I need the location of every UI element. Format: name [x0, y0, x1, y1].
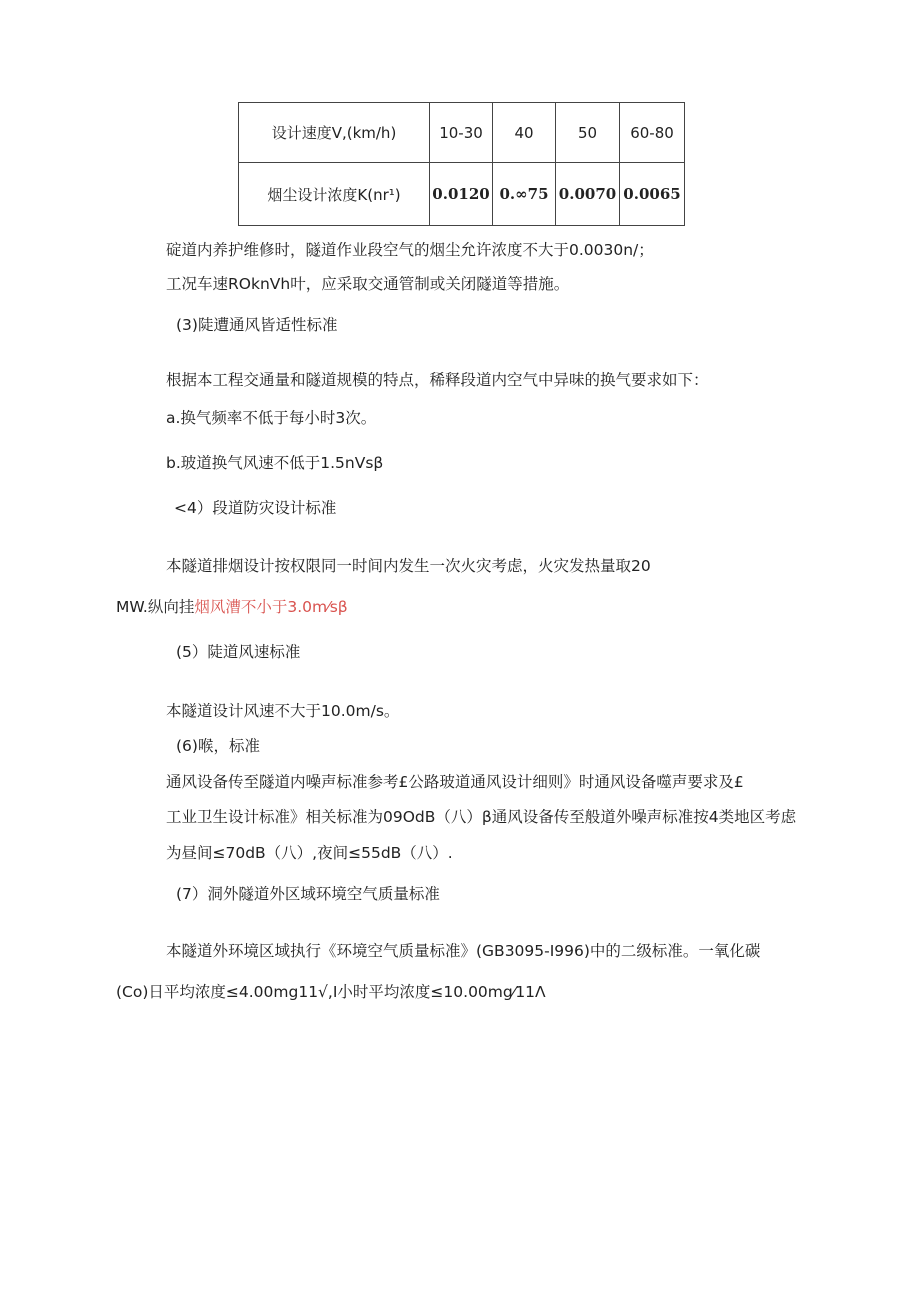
table-row [239, 103, 685, 163]
table-cell: 0.0070 [556, 163, 620, 226]
paragraph-line: 通风设备传至隧道内噪声标准参考£公路玻道通风设计细则》时通风设备噬声要求及£ [166, 773, 744, 791]
table-cell: 0.∞75 [493, 163, 556, 226]
paragraph-line [116, 597, 348, 617]
paragraph-line: 为昼间≤70dB（八）,夜间≤55dB（八）. [166, 844, 453, 862]
list-item: a.换气频率不低于每小时3次。 [166, 409, 377, 427]
paragraph-line: 本隧道排烟设计按权限同一时间内发生一次火灾考虑，火灾发热量取20 [166, 557, 651, 575]
section-heading: <4）段道防灾设计标准 [174, 499, 337, 517]
section-heading: (7）洞外隧道外区域环境空气质量标准 [176, 885, 440, 903]
paragraph-line: 工况车速ROknVh叶，应采取交通管制或关闭隧道等措施。 [166, 275, 570, 293]
table-cell: 0.0065 [620, 163, 685, 226]
table-row [239, 163, 685, 226]
table-cell: 60-80 [620, 103, 685, 163]
table-cell: 设计速度V,(km/h) [239, 103, 430, 163]
highlighted-text: 烟风漕不小于3.0m⁄sβ [194, 598, 348, 616]
section-heading: (5）陡道风速标准 [176, 643, 301, 661]
paragraph-line: 碇道内养护维修时，隧道作业段空气的烟尘允许浓度不大于0.0030n/； [166, 241, 654, 259]
table-cell: 烟尘设计浓度K(nr¹) [239, 163, 430, 226]
text-span: MW.纵向挂 [116, 598, 195, 616]
list-item: b.玻道换气风速不低于1.5nVsβ [166, 454, 384, 472]
paragraph-line: 本隧道外环境区域执行《环境空气质量标准》(GB3095-I996)中的二级标准。一氧化碳 [166, 942, 761, 960]
paragraph-line: 根据本工程交通量和隧道规模的特点，稀释段道内空气中异味的换气要求如下： [166, 371, 709, 389]
ventilation-spec-table [238, 102, 685, 226]
table-cell: 40 [493, 103, 556, 163]
paragraph-line: (Co)日平均浓度≤4.00mg11√,I小时平均浓度≤10.00mg⁄11Λ [116, 983, 546, 1001]
section-heading: (6)喉，标准 [176, 737, 260, 755]
section-heading: (3)陡遭通风皆适性标准 [176, 316, 338, 334]
paragraph-line: 本隧道设计风速不大于10.0m/s。 [166, 702, 400, 720]
table-cell: 0.0120 [430, 163, 493, 226]
table-cell: 50 [556, 103, 620, 163]
paragraph-line: 工业卫生设计标准》相关标准为09OdB（八）β通风设备传至般道外噪声标准按4类地区考虑 [166, 808, 797, 826]
table-cell: 10-30 [430, 103, 493, 163]
